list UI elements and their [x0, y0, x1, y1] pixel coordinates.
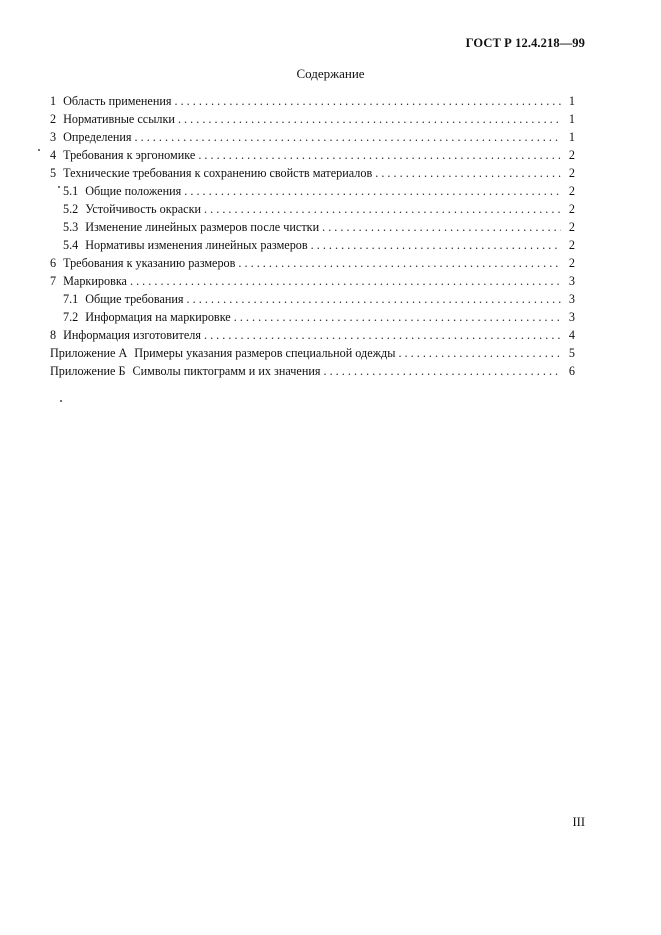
toc-entry-number: 3 — [50, 130, 57, 144]
document-code: ГОСТ Р 12.4.218—99 — [465, 36, 585, 50]
toc-entry-page: 1 — [568, 130, 575, 144]
dot-leader — [311, 236, 561, 254]
toc-entry-page: 3 — [568, 274, 575, 288]
scan-speck — [58, 186, 60, 188]
toc-entry-page: 5 — [568, 346, 575, 360]
toc-entry — [50, 182, 575, 200]
toc-entry-page: 2 — [568, 256, 575, 270]
dot-leader — [184, 182, 561, 200]
toc-entry-title: Символы пиктограмм и их значения — [132, 364, 321, 378]
dot-leader — [198, 146, 561, 164]
toc-entry — [50, 362, 575, 380]
table-of-contents — [50, 92, 575, 380]
toc-entry-number: Приложение Б — [50, 364, 126, 378]
toc-entry-title: Технические требования к сохранению свойств материалов — [63, 166, 373, 180]
dot-leader — [323, 362, 561, 380]
page-number: III — [572, 815, 585, 829]
toc-entry-number: 5.4 — [63, 238, 79, 252]
dot-leader — [130, 272, 561, 290]
toc-entry-number: 1 — [50, 94, 57, 108]
toc-title: Содержание — [296, 66, 365, 81]
toc-entry-title: Устойчивость окраски — [85, 202, 202, 216]
toc-entry-page: 2 — [568, 202, 575, 216]
toc-entry-title: Область применения — [63, 94, 172, 108]
dot-leader — [174, 92, 561, 110]
toc-entry-number: 5.3 — [63, 220, 79, 234]
toc-entry — [50, 236, 575, 254]
dot-leader — [187, 290, 561, 308]
toc-entry-number: Приложение А — [50, 346, 128, 360]
toc-entry — [50, 290, 575, 308]
scan-speck — [38, 149, 40, 151]
dot-leader — [238, 254, 561, 272]
toc-entry-page: 2 — [568, 166, 575, 180]
toc-entry-page: 2 — [568, 220, 575, 234]
toc-entry-number: 7.1 — [63, 292, 79, 306]
toc-entry-number: 5 — [50, 166, 57, 180]
toc-entry-number: 2 — [50, 112, 57, 126]
toc-entry — [50, 110, 575, 128]
toc-entry-number: 7 — [50, 274, 57, 288]
toc-entry-title: Примеры указания размеров специальной одежды — [134, 346, 396, 360]
toc-entry-title: Требования к указанию размеров — [63, 256, 236, 270]
toc-entry-title: Общие положения — [85, 184, 182, 198]
toc-entry-number: 7.2 — [63, 310, 79, 324]
toc-entry-title: Информация изготовителя — [63, 328, 201, 342]
toc-entry — [50, 344, 575, 362]
toc-entry-page: 2 — [568, 148, 575, 162]
toc-entry — [50, 326, 575, 344]
toc-entry-title: Общие требования — [85, 292, 184, 306]
toc-entry — [50, 308, 575, 326]
dot-leader — [322, 218, 561, 236]
toc-entry-number: 6 — [50, 256, 57, 270]
toc-entry-page: 4 — [568, 328, 575, 342]
toc-entry — [50, 92, 575, 110]
toc-entry-page: 1 — [568, 112, 575, 126]
dot-leader — [135, 128, 561, 146]
toc-entry-title: Нормативы изменения линейных размеров — [85, 238, 308, 252]
toc-entry-page: 6 — [568, 364, 575, 378]
toc-entry — [50, 272, 575, 290]
toc-entry-number: 5.1 — [63, 184, 79, 198]
dot-leader — [234, 308, 561, 326]
dot-leader — [204, 200, 561, 218]
toc-entry-page: 2 — [568, 184, 575, 198]
toc-entry — [50, 146, 575, 164]
toc-entry-number: 4 — [50, 148, 57, 162]
toc-entry-title: Изменение линейных размеров после чистки — [85, 220, 320, 234]
toc-entry-page: 3 — [568, 310, 575, 324]
toc-entry-number: 8 — [50, 328, 57, 342]
toc-entry — [50, 218, 575, 236]
toc-entry — [50, 164, 575, 182]
dot-leader — [375, 164, 561, 182]
toc-entry-page: 1 — [568, 94, 575, 108]
dot-leader — [398, 344, 561, 362]
toc-entry-title: Информация на маркировке — [85, 310, 231, 324]
toc-entry-title: Определения — [63, 130, 132, 144]
toc-entry — [50, 200, 575, 218]
toc-entry-title: Маркировка — [63, 274, 127, 288]
scan-speck — [60, 400, 62, 402]
toc-entry-title: Нормативные ссылки — [63, 112, 175, 126]
toc-entry-number: 5.2 — [63, 202, 79, 216]
toc-entry-page: 2 — [568, 238, 575, 252]
toc-entry-page: 3 — [568, 292, 575, 306]
dot-leader — [204, 326, 561, 344]
dot-leader — [178, 110, 561, 128]
toc-entry-title: Требования к эргономике — [63, 148, 196, 162]
toc-entry — [50, 128, 575, 146]
toc-entry — [50, 254, 575, 272]
